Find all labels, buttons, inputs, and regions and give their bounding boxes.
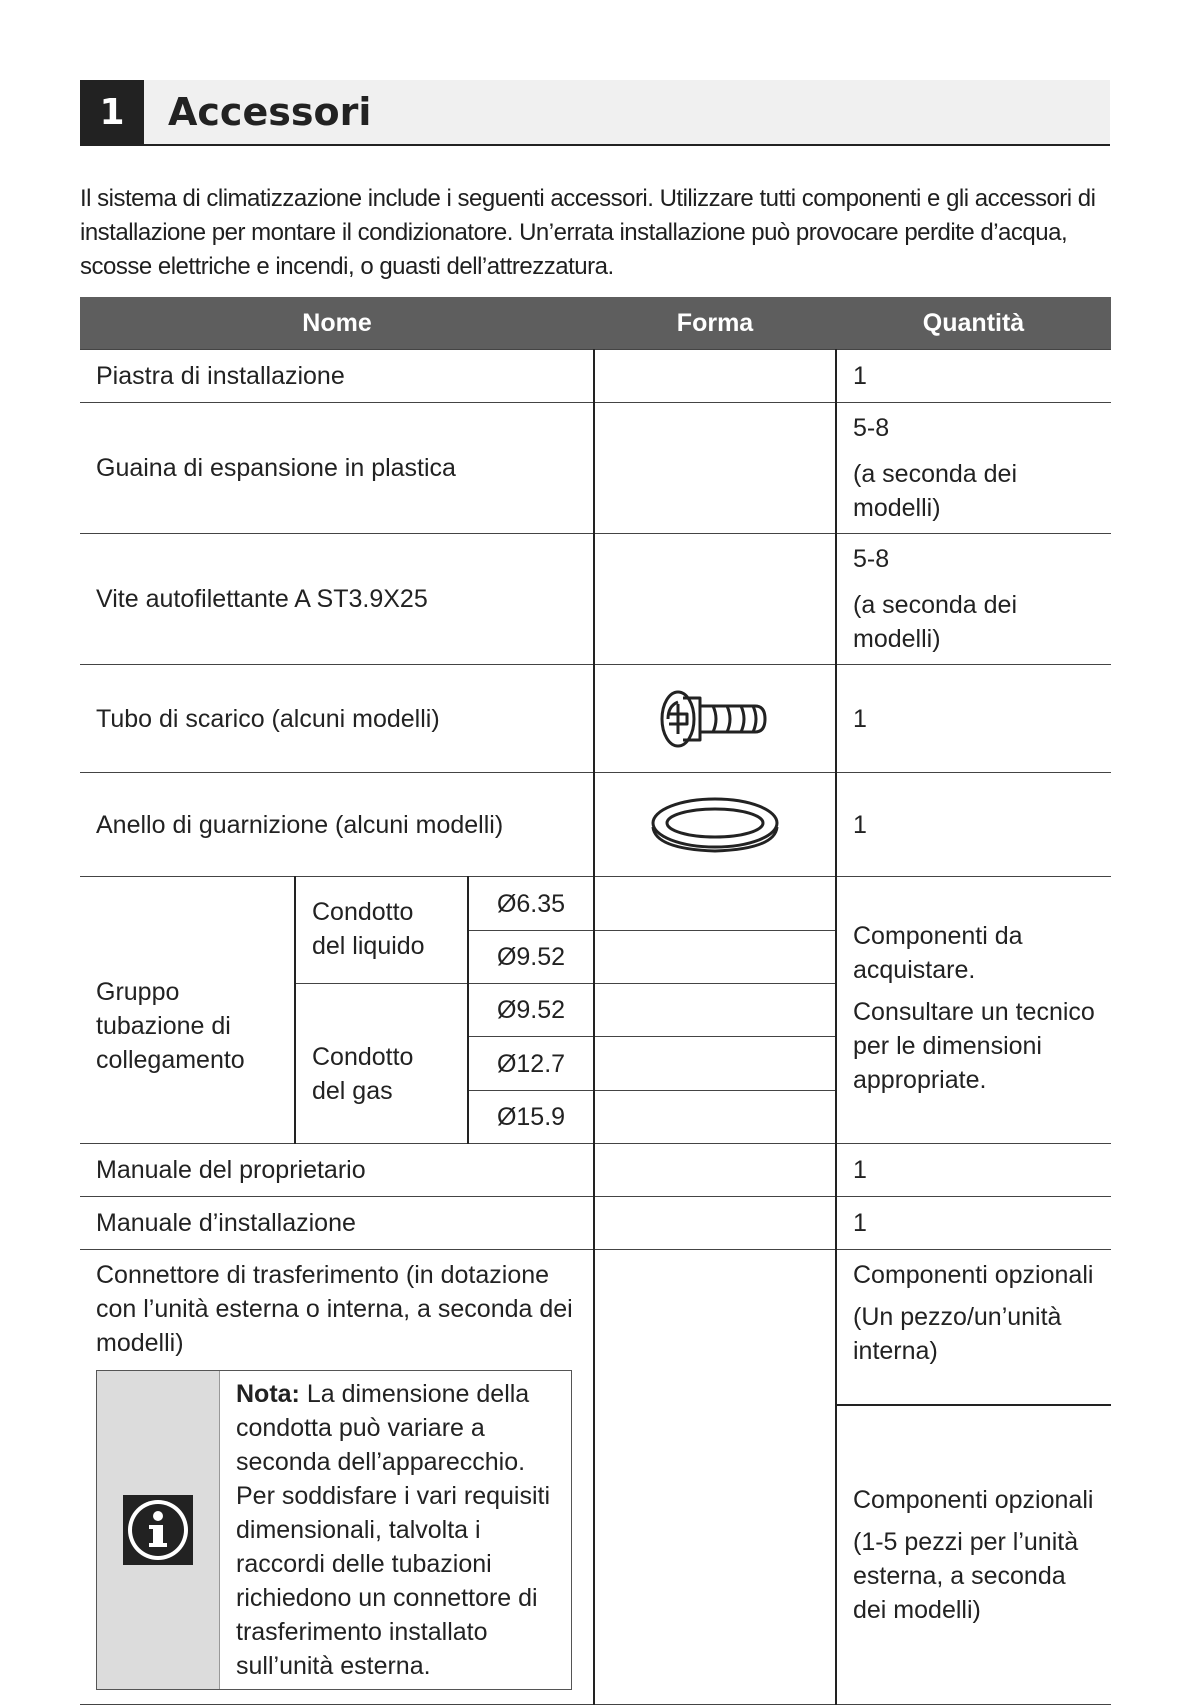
row-shape [594, 1037, 836, 1091]
qty-line: (1-5 pezzi per l’unità esterna, a seconda dei modelli) [853, 1528, 1079, 1625]
row-shape [594, 877, 836, 931]
qty-line: (a seconda dei modelli) [853, 591, 1018, 653]
row-qty [836, 665, 1111, 773]
pipe-group-qty [836, 877, 1111, 1144]
section-number: 1 [80, 80, 144, 144]
section-title: Accessori [168, 90, 372, 134]
row-qty [836, 773, 1111, 877]
qty-line: 1 [853, 810, 867, 839]
row-shape [594, 984, 836, 1037]
pipe-size: Ø9.52 [468, 984, 594, 1037]
header-qty: Quantità [836, 297, 1111, 350]
row-shape [594, 1250, 836, 1705]
row-shape [594, 1091, 836, 1144]
liquid-pipe-label: Condotto del liquido [295, 877, 468, 984]
row-qty: 1 [836, 1144, 1111, 1197]
pipe-size: Ø6.35 [468, 877, 594, 931]
row-shape [594, 773, 836, 877]
accessories-table [80, 297, 1111, 1705]
table-row [80, 1197, 1111, 1250]
note-body: La dimensione della condotta può variare a seconda dell’apparecchio. Per soddisfare i vari requisiti dimensionali, talvolta i raccordi delle tubazioni richiedono un connettore di trasferimento installato sull’unità esterna. [236, 1380, 551, 1680]
table-row [80, 877, 1111, 931]
connector-cell [80, 1250, 594, 1705]
table-header-row [80, 297, 1111, 350]
table-row [80, 665, 1111, 773]
row-qty [836, 403, 1111, 534]
row-shape [594, 665, 836, 773]
table-row [80, 534, 1111, 665]
qty-line: 5-8 [853, 414, 890, 442]
qty-line: 1 [853, 704, 867, 733]
row-name: Anello di guarnizione (alcuni modelli) [80, 773, 594, 877]
connector-qty-a [836, 1250, 1111, 1406]
row-qty: 1 [836, 1197, 1111, 1250]
row-shape [594, 1144, 836, 1197]
table-row [80, 350, 1111, 403]
connector-qty-b [836, 1405, 1111, 1704]
seal-ring-icon [647, 793, 783, 857]
table-row [80, 773, 1111, 877]
row-name: Tubo di scarico (alcuni modelli) [80, 665, 594, 773]
table-row [80, 1250, 1111, 1406]
row-name: Piastra di installazione [80, 350, 594, 403]
qty-line: Componenti opzionali [853, 1486, 1094, 1515]
intro-paragraph: Il sistema di climatizzazione include i seguenti accessori. Utilizzare tutti componenti e gli accessori di installazione per montare il condizionatore. Un’errata installazione può provocare perdite d’acqua, scosse elettriche e incendi, o guasti dell’attrezzatura. [80, 185, 1096, 280]
qty-line: 5-8 [853, 545, 890, 573]
table-row [80, 403, 1111, 534]
row-name: Manuale d’installazione [80, 1197, 594, 1250]
row-qty [836, 350, 1111, 403]
note-text [220, 1371, 566, 1689]
qty-line: Componenti da acquistare. [853, 922, 1023, 984]
qty-line: Consultare un tecnico per le dimensioni appropriate. [853, 998, 1095, 1094]
header-shape: Forma [594, 297, 836, 350]
row-name: Vite autofilettante A ST3.9X25 [80, 534, 594, 665]
note-icon-area [97, 1371, 220, 1689]
qty-line: (Un pezzo/un’unità interna) [853, 1303, 1062, 1365]
table-row [80, 1144, 1111, 1197]
row-shape [594, 1197, 836, 1250]
note-box [96, 1370, 572, 1690]
qty-line: 1 [853, 362, 867, 390]
section-header [80, 80, 1110, 146]
connector-name: Connettore di trasferimento (in dotazione con l’unità esterna o interna, a seconda dei modelli) [96, 1261, 573, 1357]
gas-pipe-label: Condotto del gas [295, 984, 468, 1144]
qty-line: Componenti opzionali [853, 1261, 1094, 1289]
row-shape [594, 350, 836, 403]
pipe-size: Ø9.52 [468, 931, 594, 984]
qty-line: (a seconda dei modelli) [853, 460, 1018, 522]
pipe-size: Ø15.9 [468, 1091, 594, 1144]
drain-hose-icon [655, 684, 775, 754]
row-qty [836, 534, 1111, 665]
row-name: Guaina di espansione in plastica [80, 403, 594, 534]
note-label: Nota: [236, 1380, 300, 1408]
row-shape [594, 403, 836, 534]
pipe-size: Ø12.7 [468, 1037, 594, 1091]
pipe-group-name: Gruppo tubazione di collegamento [80, 877, 295, 1144]
info-icon [123, 1495, 193, 1565]
row-shape [594, 931, 836, 984]
row-name: Manuale del proprietario [80, 1144, 594, 1197]
row-shape [594, 534, 836, 665]
header-name: Nome [80, 297, 594, 350]
